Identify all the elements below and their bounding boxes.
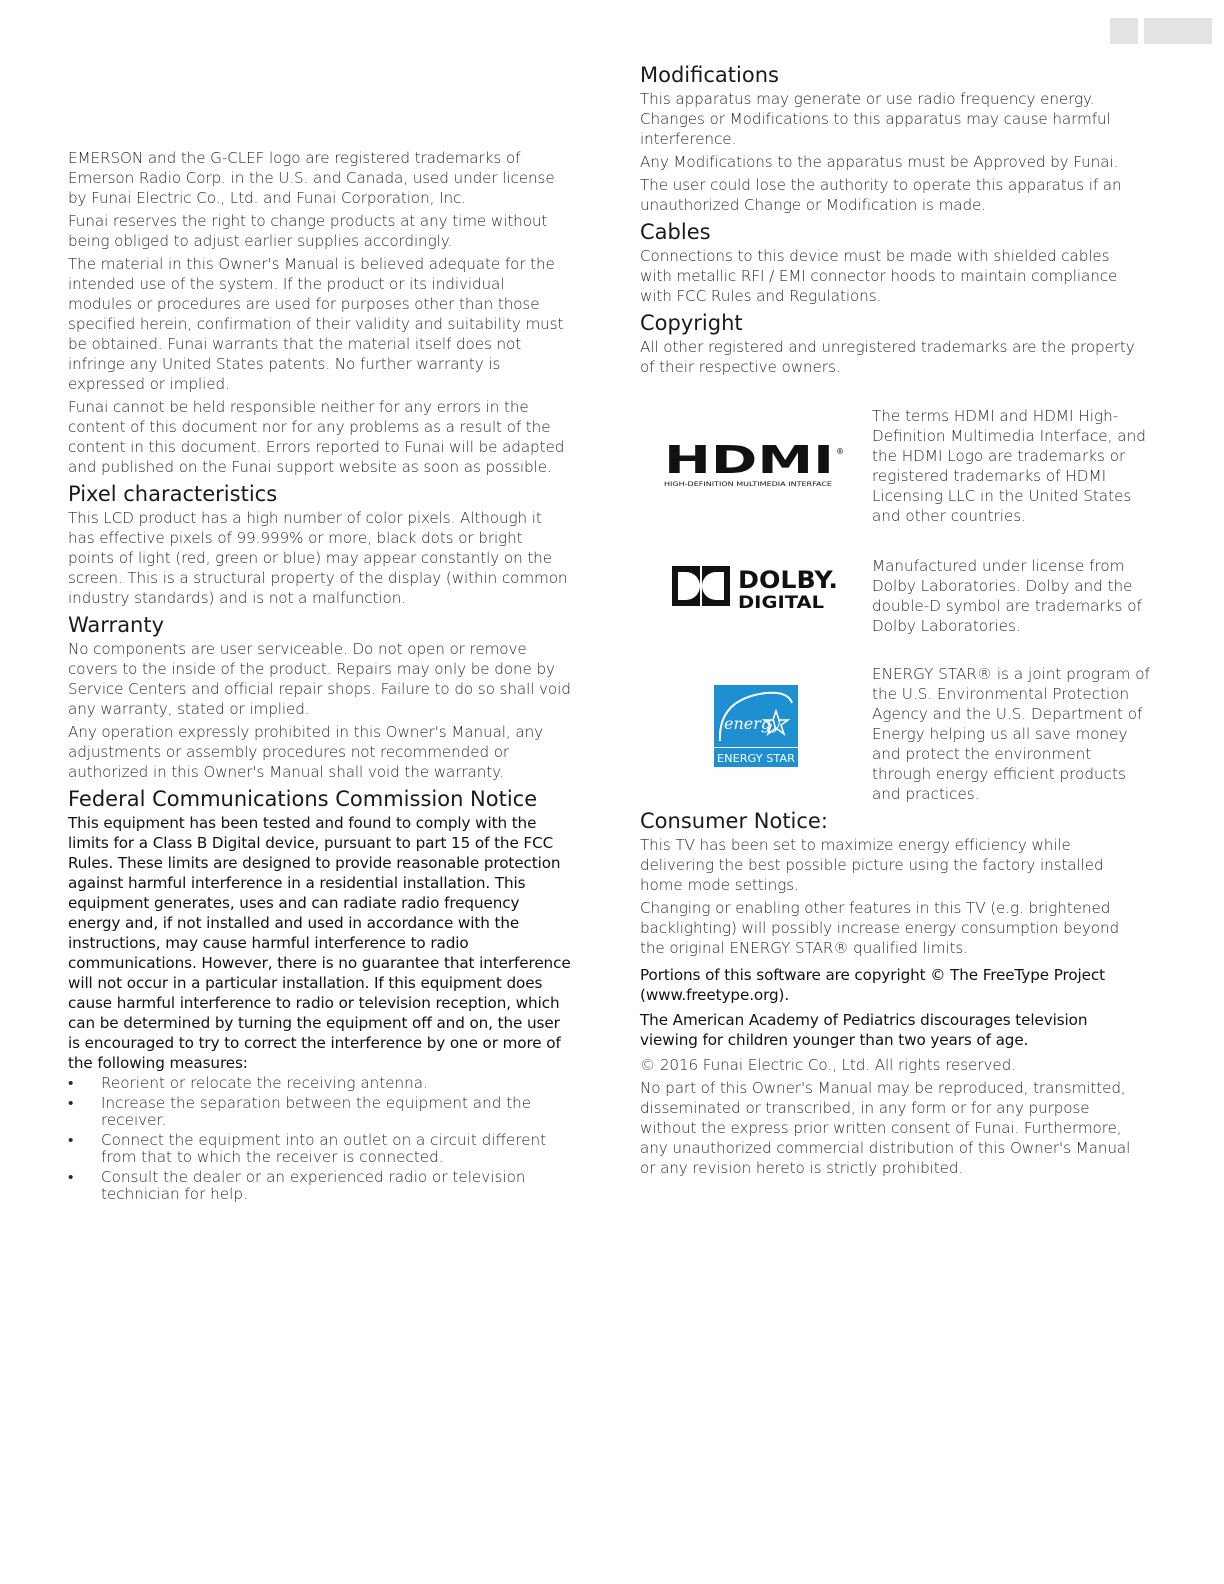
fcc-paragraph: This equipment has been tested and found to comply with the limits for a Class B Digital device, pursuant to part 15 of the FCC Rules. These limits are designed to provide reasonable protection against harmful interference in a residential installation. This equipment generates, uses and can radiate radio frequency energy and, if not installed and used in accordance with the instructions, may cause harmful interference to radio communications. However, there is no guarantee that interference will not occur in a particular installation. If this equipment does cause harmful interference to radio or television reception, which can be determined by turning the equipment off and on, the user is encouraged to try to correct the interference by one or more of the following measures: — [68, 814, 571, 1072]
warranty-paragraph: No components are user serviceable. Do not open or remove covers to the inside of the product. Repairs may only be done by Service Centers and official repair shops. Failure to do so shall void any warranty, stated or implied. — [68, 640, 571, 718]
list-item-text: Reorient or relocate the receiving antenna. — [101, 1074, 428, 1092]
consumer-paragraph: Changing or enabling other features in this TV (e.g. brightened backlighting) will possibly increase energy consumption beyond the original ENERGY STAR® qualified limits. — [640, 899, 1120, 957]
dolby-notice — [640, 556, 1144, 664]
dolby-logo — [640, 556, 872, 616]
bullet-icon: • — [68, 1094, 74, 1112]
dolby-logo-graphic — [672, 562, 840, 610]
dolby-logo-subtitle: DIGITAL — [738, 593, 825, 610]
energy-paragraph: ENERGY STAR® is a joint program of the U.S. Environmental Protection Agency and the U.S. Department of Energy helping us all save money and protect the environment through energy efficient products and practices. — [872, 665, 1150, 803]
list-item-text: Consult the dealer or an experienced radio or television technician for help. — [101, 1168, 526, 1203]
copyright-line: © 2016 Funai Electric Co., Ltd. All rights reserved. — [640, 1056, 1016, 1074]
modifications-paragraph: The user could lose the authority to operate this apparatus if an unauthorized Change or Modification is made. — [640, 176, 1122, 214]
cables-paragraph: Connections to this device must be made with shielded cables with metallic RFI / EMI connector hoods to maintain compliance with FCC Rules and Regulations. — [640, 247, 1118, 305]
hdmi-logo — [640, 406, 872, 526]
page-tab-marker — [1110, 18, 1138, 44]
hdmi-logo-graphic — [664, 442, 848, 490]
modifications-paragraph: Any Modifications to the apparatus must be Approved by Funai. — [640, 153, 1119, 171]
cables-heading: Cables — [640, 220, 711, 244]
bullet-icon: • — [68, 1131, 74, 1149]
registered-icon: ® — [836, 447, 844, 456]
list-item-text: Increase the separation between the equipment and the receiver. — [101, 1094, 532, 1129]
material-paragraph: The material in this Owner's Manual is believed adequate for the intended use of the system. If the product or its individual modules or procedures are used for purposes other than those specified herein, confirmation of their validity and suitability must be obtained. Funai warrants that the material itself does not infringe any United States patents. No further warranty is expressed or implied. — [68, 255, 564, 393]
fcc-measures-list — [68, 1075, 572, 1203]
energy-star-notice — [640, 664, 1150, 804]
fcc-heading: Federal Communications Commission Notice — [68, 787, 538, 811]
trademark-paragraph: EMERSON and the G-CLEF logo are registered trademarks of Emerson Radio Corp. in the U.S. and Canada, used under license by Funai Electric Co., Ltd. and Funai Corporation, Inc. — [68, 149, 555, 207]
left-column — [68, 148, 572, 1206]
copyright-heading: Copyright — [640, 311, 743, 335]
responsibility-paragraph: Funai cannot be held responsible neither for any errors in the content of this document nor for any problems as a result of the content in this document. Errors reported to Funai will be adapted and published on the Funai support website as soon as possible. — [68, 398, 565, 476]
dolby-paragraph: Manufactured under license from Dolby Laboratories. Dolby and the double-D symbol are trademarks of Dolby Laboratories. — [872, 557, 1142, 635]
list-item — [68, 1075, 572, 1092]
list-item — [68, 1095, 572, 1129]
page-tab-marker — [1144, 18, 1212, 44]
warranty-paragraph: Any operation expressly prohibited in this Owner's Manual, any adjustments or assembly procedures not recommended or authorized in this Owner's Manual shall void the warranty. — [68, 723, 543, 781]
hdmi-logo-word: HDMI — [664, 442, 834, 482]
bullet-icon: • — [68, 1074, 74, 1092]
consumer-notice-heading: Consumer Notice: — [640, 809, 828, 833]
reproduction-notice: No part of this Owner's Manual may be reproduced, transmitted, disseminated or transcribed, in any form or for any purpose without the express prior written consent of Funai. Furthermore, any unauthorized commercial distribution of this Owner's Manual or any revision hereto is strictly prohibited. — [640, 1079, 1131, 1177]
warranty-heading: Warranty — [68, 613, 165, 637]
list-item-text: Connect the equipment into an outlet on a circuit different from that to which the receiver is connected. — [101, 1131, 547, 1166]
change-rights-paragraph: Funai reserves the right to change products at any time without being obliged to adjust earlier supplies accordingly. — [68, 212, 548, 250]
modifications-paragraph: This apparatus may generate or use radio frequency energy. Changes or Modifications to this apparatus may cause harmful interference. — [640, 90, 1111, 148]
copyright-paragraph: All other registered and unregistered trademarks are the property of their respective owners. — [640, 338, 1135, 376]
energy-script-text: energy — [724, 714, 781, 733]
dolby-logo-word: DOLBY. — [738, 566, 838, 594]
page-tabs — [1110, 18, 1212, 44]
list-item — [68, 1169, 572, 1203]
list-item — [68, 1132, 572, 1166]
right-column — [640, 58, 1150, 1181]
hdmi-paragraph: The terms HDMI and HDMI High-Definition Multimedia Interface, and the HDMI Logo are trademarks or registered trademarks of HDMI Licensing LLC in the United States and other countries. — [872, 407, 1146, 525]
energy-star-logo-graphic — [714, 685, 798, 767]
energy-star-label: ENERGY STAR — [717, 752, 796, 765]
hdmi-notice — [640, 406, 1144, 538]
bullet-icon: • — [68, 1168, 74, 1186]
pediatrics-notice: The American Academy of Pediatrics discourages television viewing for children younger than two years of age. — [640, 1011, 1088, 1049]
pixel-heading: Pixel characteristics — [68, 482, 278, 506]
modifications-heading: Modifications — [640, 63, 779, 87]
energy-star-logo — [640, 664, 872, 788]
freetype-notice: Portions of this software are copyright © The FreeType Project (www.freetype.org). — [640, 966, 1106, 1004]
pixel-paragraph: This LCD product has a high number of color pixels. Although it has effective pixels of 99.999% or more, black dots or bright points of light (red, green or blue) may appear constantly on the screen. This is a structural property of the display (within common industry standards) and is not a malfunction. — [68, 509, 568, 607]
consumer-paragraph: This TV has been set to maximize energy efficiency while delivering the best possible picture using the factory installed home mode settings. — [640, 836, 1104, 894]
hdmi-logo-subtitle: HIGH-DEFINITION MULTIMEDIA INTERFACE — [664, 480, 832, 488]
